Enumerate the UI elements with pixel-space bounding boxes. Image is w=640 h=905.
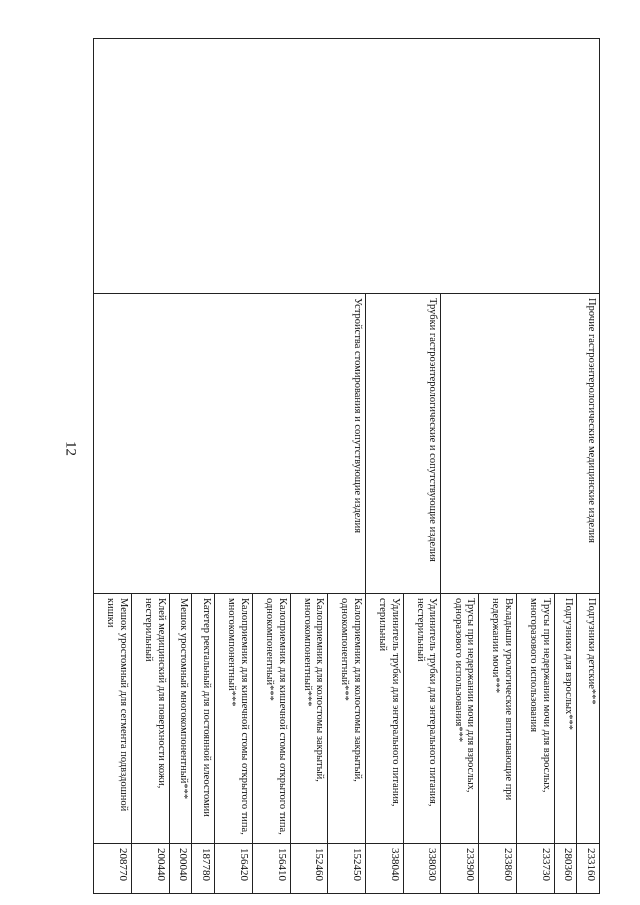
item-code-cell: 200040 [169, 844, 192, 894]
item-name-cell: Вкладыши урологические впитывающие при недержании мочи*** [479, 594, 517, 844]
group-name-cell: Трубки гастроэнтерологические и сопутствующие изделия [365, 294, 440, 594]
item-name-cell: Калоприемник для кишечной стомы открытого типа, однокомпонентный*** [252, 594, 290, 844]
item-name-cell: Трусы при недержании мочи для взрослых, многоразового использования [516, 594, 554, 844]
group-name-cell: Прочие гастроэнтерологические медицинские изделия [441, 294, 600, 594]
item-code-cell: 152450 [328, 844, 366, 894]
blank-first-column [94, 39, 600, 294]
item-code-cell: 280360 [554, 844, 577, 894]
item-code-cell: 233160 [577, 844, 600, 894]
item-name-cell: Клей медицинский для поверхности кожи, нестерильный [131, 594, 169, 844]
item-name-cell: Калоприемник для кишечной стомы открытого типа, многокомпонентный*** [215, 594, 253, 844]
item-code-cell: 338040 [365, 844, 403, 894]
item-name-cell: Мешок уростомный многокомпонентный*** [169, 594, 192, 844]
item-code-cell: 233730 [516, 844, 554, 894]
item-code-cell: 233900 [441, 844, 479, 894]
item-code-cell: 156410 [252, 844, 290, 894]
item-name-cell: Калоприемник для колостомы закрытый, многокомпонентный*** [290, 594, 328, 844]
item-name-cell: Подгузники детские*** [577, 594, 600, 844]
item-name-cell: Катетер ректальный для постоянной илеостомии [192, 594, 215, 844]
table-body [94, 39, 600, 894]
item-name-cell: Удлинитель трубки для энтерального питания, стерильный [365, 594, 403, 844]
item-code-cell: 338030 [403, 844, 441, 894]
item-code-cell: 233860 [479, 844, 517, 894]
item-code-cell: 152460 [290, 844, 328, 894]
page-number: 12 [62, 441, 79, 456]
item-name-cell: Мешок уростомный для сегмента подвздошной кишки [94, 594, 132, 844]
group-name-cell: Устройства стомирования и сопутствующие изделия [94, 294, 366, 594]
table-row [577, 39, 600, 894]
item-code-cell: 187780 [192, 844, 215, 894]
item-name-cell: Калоприемник для колостомы закрытый, однокомпонентный*** [328, 594, 366, 844]
item-name-cell: Трусы при недержании мочи для взрослых, одноразового использования*** [441, 594, 479, 844]
item-code-cell: 208770 [94, 844, 132, 894]
item-name-cell: Подгузники для взрослых*** [554, 594, 577, 844]
item-code-cell: 200440 [131, 844, 169, 894]
rotated-table-container [93, 38, 600, 893]
device-table [93, 38, 600, 894]
item-name-cell: Удлинитель трубки для энтерального питания, нестерильный [403, 594, 441, 844]
item-code-cell: 156420 [215, 844, 253, 894]
